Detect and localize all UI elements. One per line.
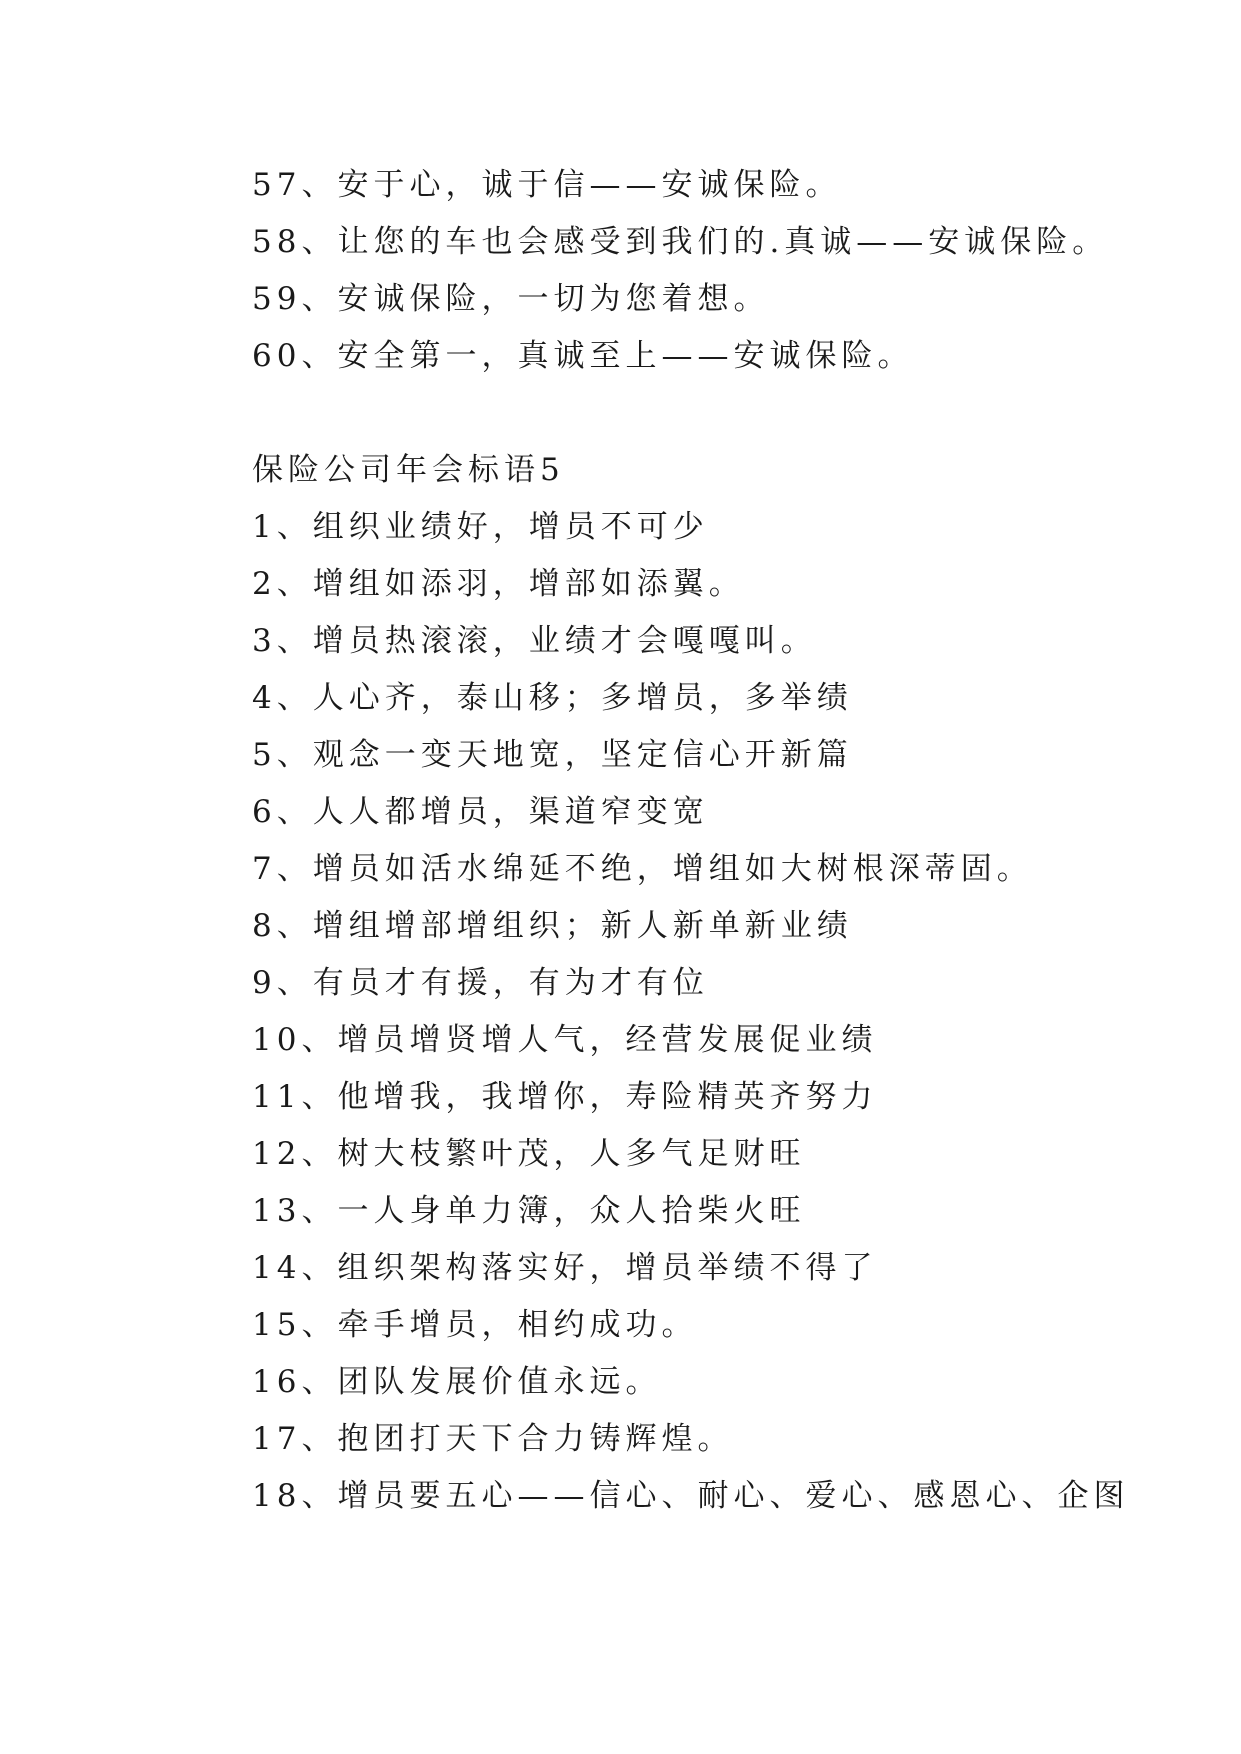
slogan-line-58: 58、让您的车也会感受到我们的.真诚——安诚保险。 bbox=[252, 224, 1109, 260]
slogan-line-11: 11、他增我，我增你，寿险精英齐努力 bbox=[252, 1079, 878, 1115]
slogan-line-16: 16、团队发展价值永远。 bbox=[252, 1364, 662, 1400]
slogan-line-60: 60、安全第一，真诚至上——安诚保险。 bbox=[252, 338, 914, 374]
slogan-line-18: 18、增员要五心——信心、耐心、爱心、感恩心、企图 bbox=[252, 1478, 1130, 1514]
slogan-line-57: 57、安于心，诚于信——安诚保险。 bbox=[252, 167, 842, 203]
slogan-line-4: 4、人心齐，泰山移；多增员，多举绩 bbox=[252, 680, 853, 716]
slogan-line-59: 59、安诚保险，一切为您着想。 bbox=[252, 281, 770, 317]
section-heading: 保险公司年会标语5 bbox=[252, 452, 565, 488]
slogan-line-5: 5、观念一变天地宽，坚定信心开新篇 bbox=[252, 737, 853, 773]
slogan-line-17: 17、抱团打天下合力铸辉煌。 bbox=[252, 1421, 734, 1457]
slogan-line-15: 15、牵手增员，相约成功。 bbox=[252, 1307, 698, 1343]
slogan-line-13: 13、一人身单力簿，众人拾柴火旺 bbox=[252, 1193, 806, 1229]
slogan-line-10: 10、增员增贤增人气，经营发展促业绩 bbox=[252, 1022, 878, 1058]
slogan-line-7: 7、增员如活水绵延不绝，增组如大树根深蒂固。 bbox=[252, 851, 1033, 887]
slogan-line-6: 6、人人都增员，渠道窄变宽 bbox=[252, 794, 709, 830]
slogan-line-8: 8、增组增部增组织；新人新单新业绩 bbox=[252, 908, 853, 944]
slogan-line-14: 14、组织架构落实好，增员举绩不得了 bbox=[252, 1250, 878, 1286]
slogan-line-3: 3、增员热滚滚，业绩才会嘎嘎叫。 bbox=[252, 623, 817, 659]
slogan-line-2: 2、增组如添羽，增部如添翼。 bbox=[252, 566, 745, 602]
slogan-line-12: 12、树大枝繁叶茂，人多气足财旺 bbox=[252, 1136, 806, 1172]
slogan-line-9: 9、有员才有援，有为才有位 bbox=[252, 965, 709, 1001]
slogan-line-1: 1、组织业绩好，增员不可少 bbox=[252, 509, 709, 545]
